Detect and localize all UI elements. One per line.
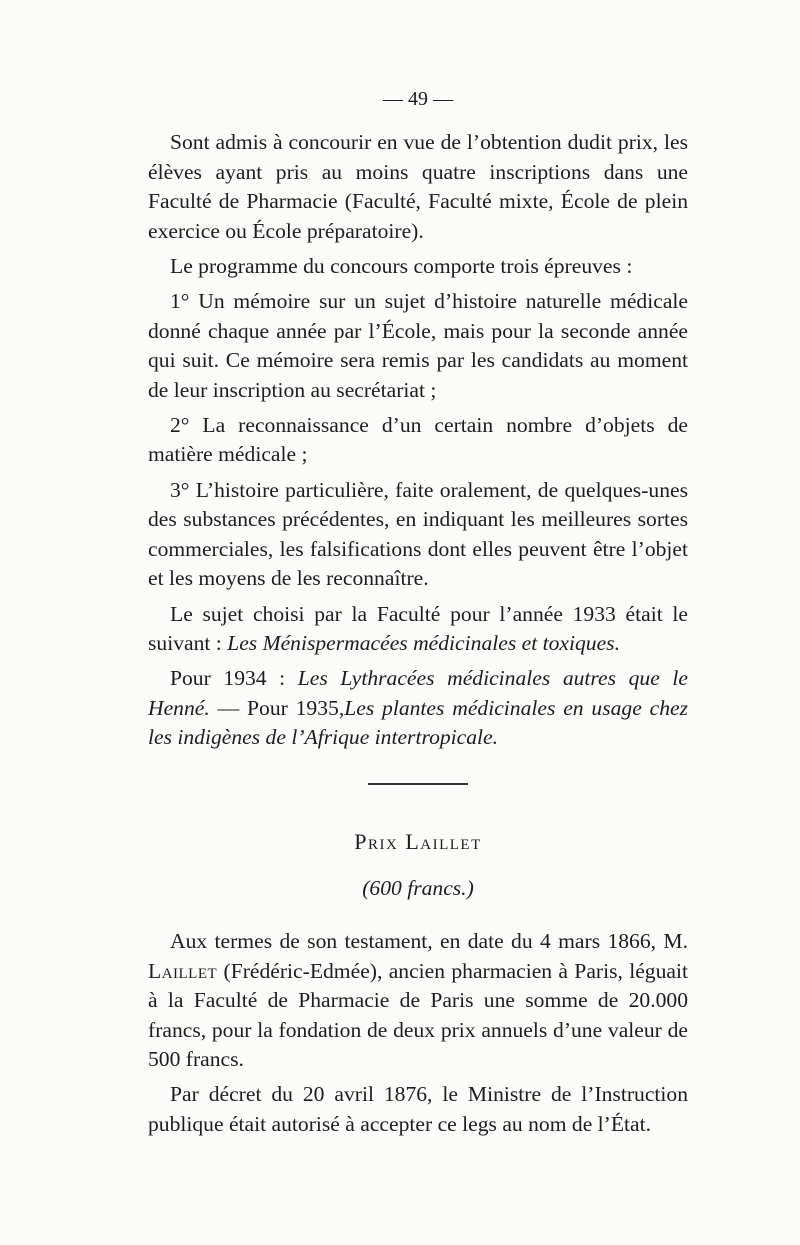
paragraph-epreuve-1: 1° Un mémoire sur un sujet d’histoire naturelle médicale donné chaque année par l’École, mais pour la seconde année qui suit. Ce mémoire sera remis par les candidats au moment de leur inscription au secrétariat ; — [148, 289, 688, 402]
paragraph-sujet-1933 — [148, 600, 688, 659]
paragraph-decret: Par décret du 20 avril 1876, le Ministre de l’Instruction publique était autorisé à accepter ce legs au nom de l’État. — [148, 1082, 688, 1136]
sujet-1934-title: Les Lythracées médicinales autres que le Henné. — [148, 666, 688, 720]
prize-amount: (600 francs.) — [362, 875, 474, 900]
paragraph-testament — [148, 927, 688, 1074]
testament-intro: Aux termes de son testament, en date du 4 mars 1866, M. — [170, 929, 688, 954]
paragraph-programme: Le programme du concours comporte trois épreuves : — [170, 254, 633, 279]
section-divider — [368, 783, 468, 785]
sujet-1935-label: — Pour 1935, — [217, 695, 345, 720]
sujet-1933-text: Le sujet choisi par la Faculté pour l’année 1933 était le suivant : — [148, 601, 688, 655]
paragraph-eligibility: Sont admis à concourir en vue de l’obtention dudit prix, les élèves ayant pris au moins quatre inscriptions dans une Faculté de Pharmacie (Faculté, Faculté mixte, École de plein exercice ou École préparatoire). — [148, 130, 688, 243]
benefactor-name: Laillet — [148, 958, 218, 983]
paragraph-epreuve-2: 2° La reconnaissance d’un certain nombre d’objets de matière médicale ; — [148, 413, 688, 467]
sujet-1933-title: Les Ménispermacées médicinales et toxiques. — [227, 630, 620, 655]
paragraph-sujets-1934-1935 — [148, 664, 688, 752]
section-title-prix-laillet: Prix Laillet — [354, 828, 482, 854]
document-page — [148, 85, 688, 1145]
sujet-1934-label: Pour 1934 : — [170, 666, 286, 691]
testament-body: (Frédéric-Edmée), ancien pharmacien à Paris, léguait à la Faculté de Pharmacie de Paris une somme de 20.000 francs, pour la fondation de deux prix annuels d’une valeur de 500 francs. — [148, 958, 688, 1071]
page-number: — 49 — — [383, 88, 453, 110]
sujet-1935-title: Les plantes médicinales en usage chez les indigènes de l’Afrique intertropicale. — [148, 695, 688, 750]
paragraph-epreuve-3: 3° L’histoire particulière, faite oralement, de quelques-unes des substances précédentes, en indiquant les meilleures sortes commerciales, les falsifications dont elles peuvent être l’objet et les moyens de les reconnaître. — [148, 477, 688, 591]
